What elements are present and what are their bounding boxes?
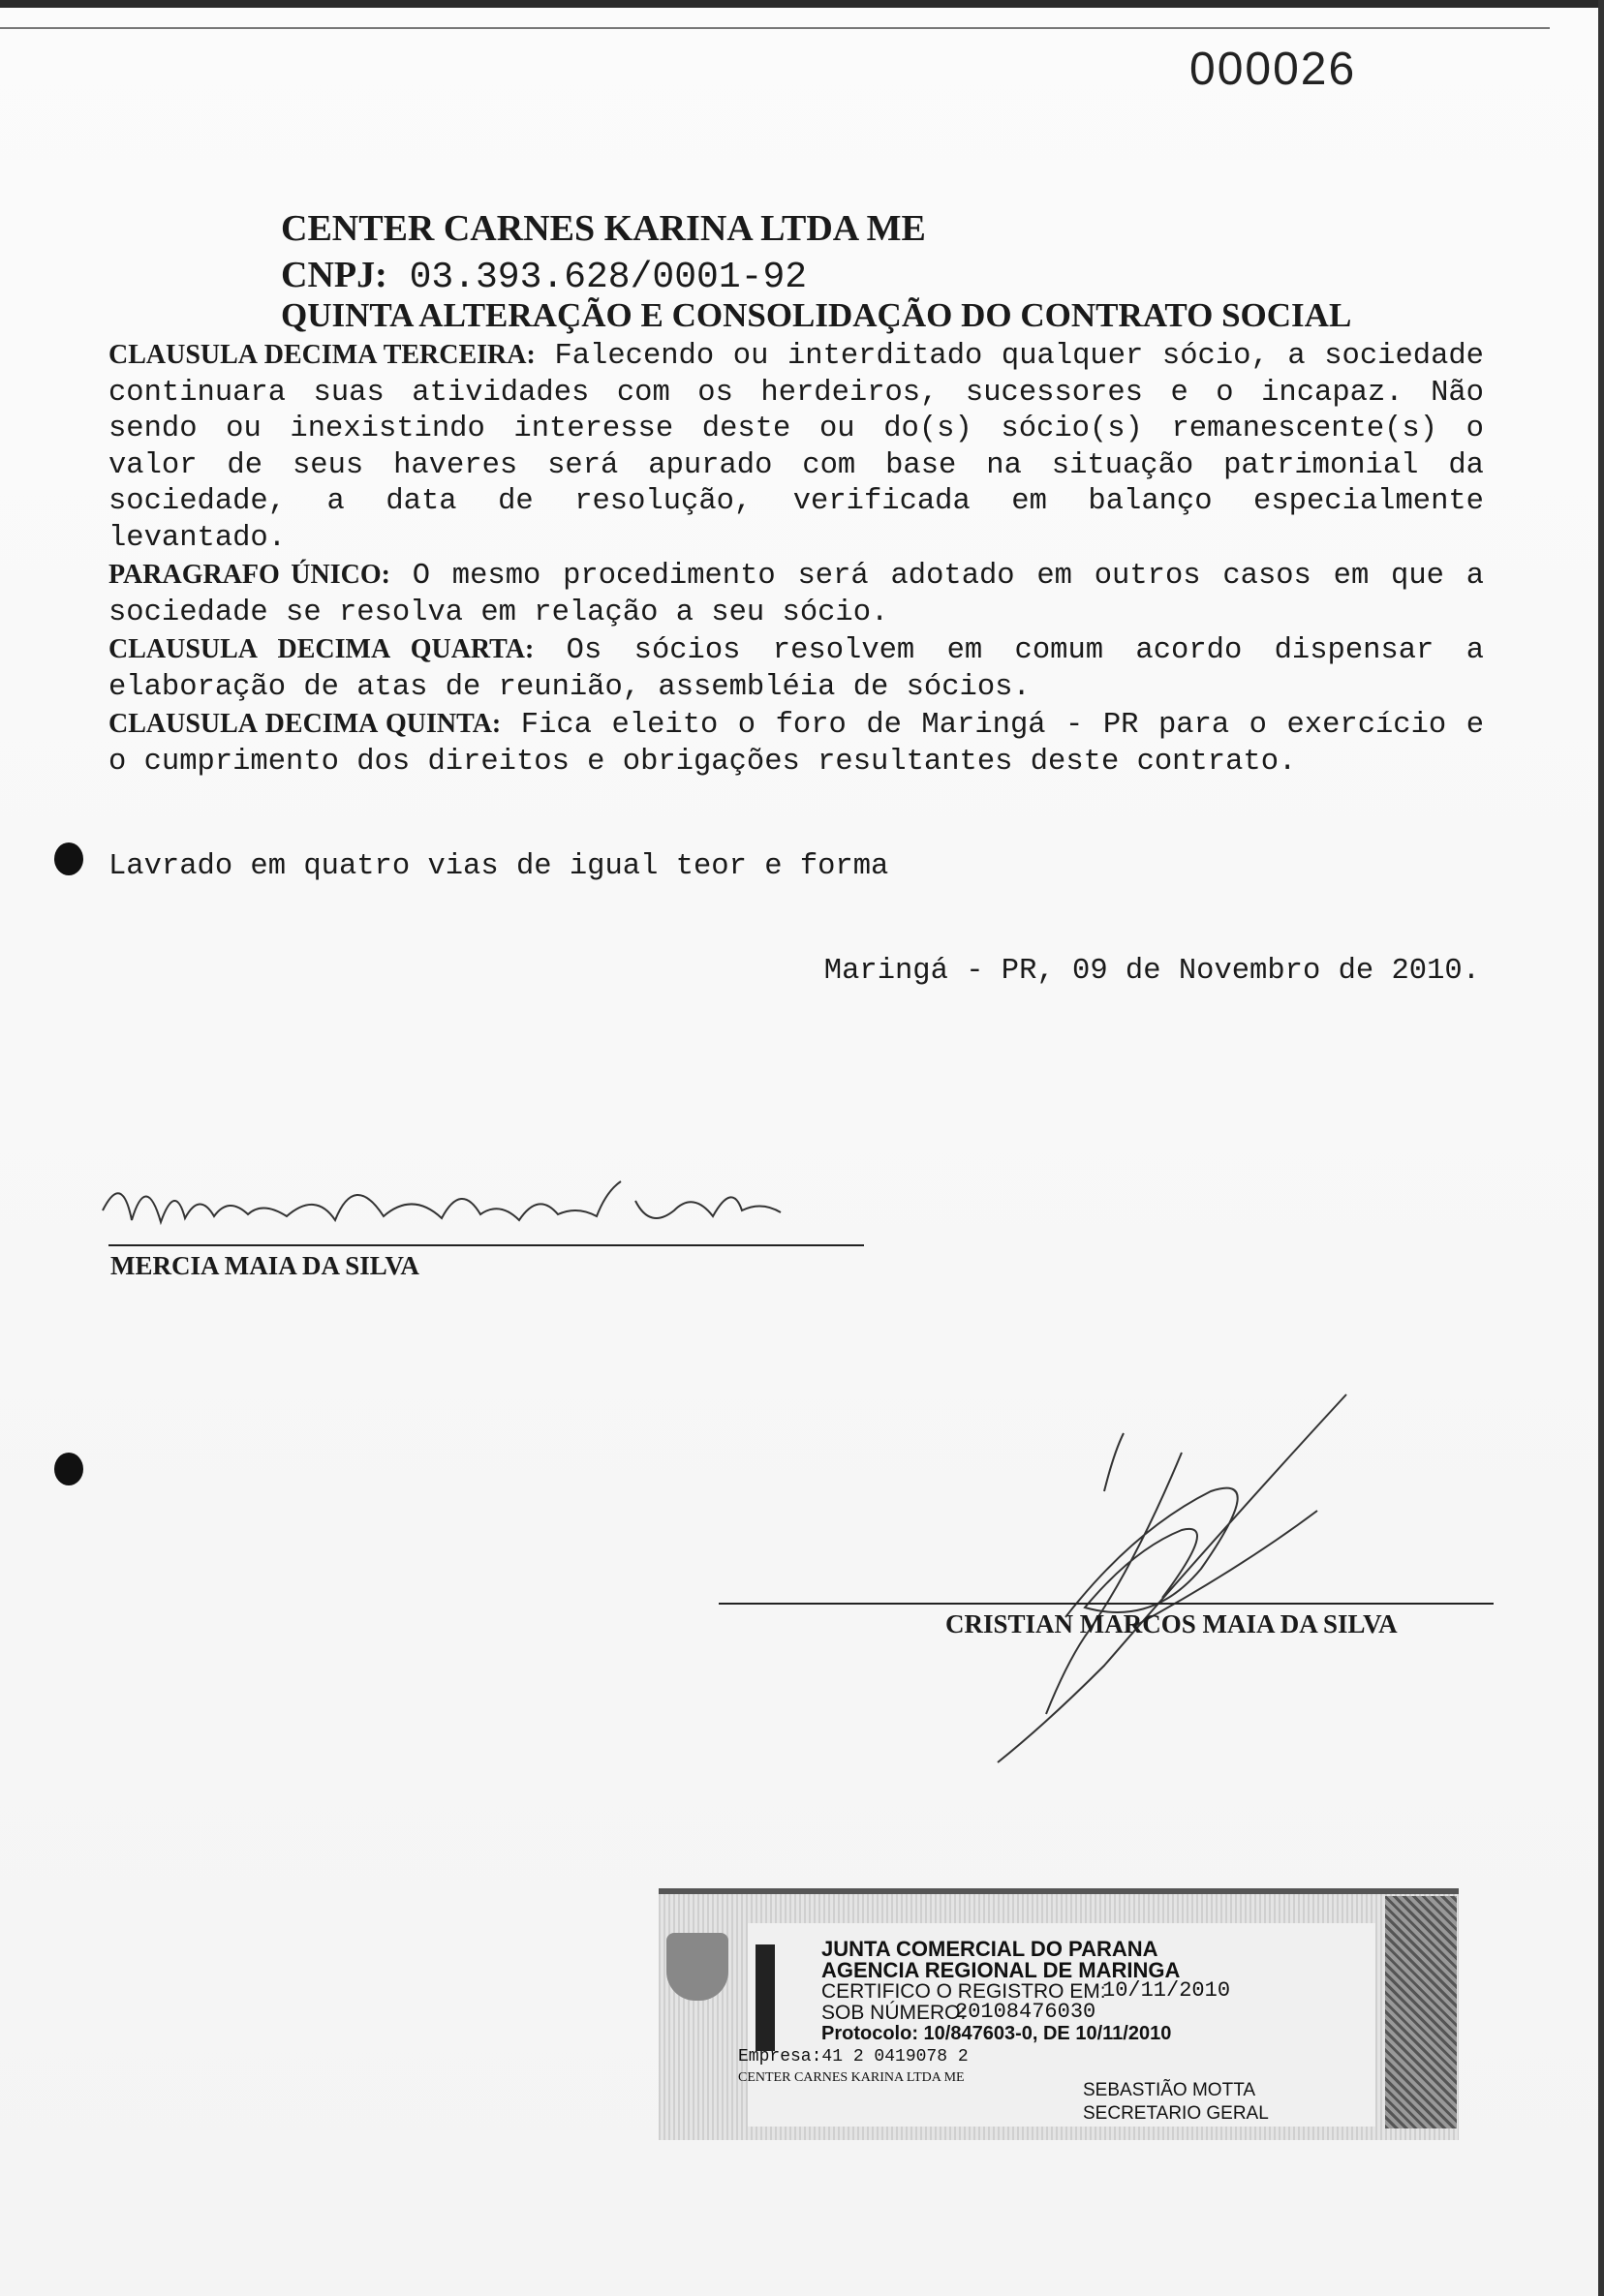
clause-text: Falecendo ou interditado qualquer sócio, a sociedade continuara suas atividades com os herdeiros, sucessores e o incapaz. Não sendo ou inexistindo interesse deste ou do(s) sócio(s) remanescente(s) o valor de seus haveres será apurado com base na situação patrimonial da sociedade, a data de resolução, verificada em balanço especialmente levantado.: [108, 340, 1484, 555]
paragraph-unico: [108, 557, 1484, 631]
clause-label: PARAGRAFO ÚNICO:: [108, 560, 390, 590]
clause-label: CLAUSULA DECIMA QUINTA:: [108, 709, 502, 739]
stamp-official-role: SECRETARIO GERAL: [1083, 2103, 1269, 2124]
signer-name-2: CRISTIAN MARCOS MAIA DA SILVA: [945, 1609, 1398, 1638]
contract-body: [108, 337, 1484, 781]
page-number: 000026: [1189, 44, 1357, 95]
date-line: Maringá - PR, 09 de Novembro de 2010.: [823, 955, 1480, 988]
stamp-line-2: AGENCIA REGIONAL DE MARINGA: [821, 1958, 1181, 1982]
clause-text: Fica eleito o foro de Maringá - PR para o exercício e o cumprimento dos direitos e obrigações resultantes deste contrato.: [108, 709, 1485, 779]
clause-13: [108, 337, 1484, 557]
signature-cristian: [988, 1375, 1375, 1782]
stamp-certify-date: 10/11/2010: [1102, 1978, 1231, 2003]
closing-statement: Lavrado em quatro vias de igual teor e forma: [108, 850, 889, 883]
clause-text: O mesmo procedimento será adotado em outros casos em que a sociedade se resolva em relação a seu sócio.: [108, 560, 1485, 629]
stamp-number-value: 20108476030: [955, 2000, 1096, 2024]
signer-name-1: MERCIA MAIA DA SILVA: [110, 1251, 419, 1280]
company-name: CENTER CARNES KARINA LTDA ME: [281, 208, 926, 249]
signature-line-2: [719, 1603, 1494, 1605]
clause-label: CLAUSULA DECIMA QUARTA:: [108, 634, 535, 664]
signature-mercia: [93, 1152, 868, 1249]
stamp-protocol: Protocolo: 10/847603-0, DE 10/11/2010: [821, 2023, 1172, 2044]
scan-top-rule: [0, 27, 1550, 29]
cnpj-line: [281, 254, 807, 298]
stamp-company: CENTER CARNES KARINA LTDA ME: [738, 2070, 965, 2085]
stamp-official-name: SEBASTIÃO MOTTA: [1083, 2080, 1256, 2100]
stamp-line-1: JUNTA COMERCIAL DO PARANA: [821, 1937, 1158, 1961]
clause-text: Os sócios resolvem em comum acordo dispensar a elaboração de atas de reunião, assembléia de sócios.: [108, 634, 1484, 704]
scan-right-edge: [1598, 0, 1604, 2296]
stamp-number-label: SOB NÚMERO:: [821, 2002, 967, 2024]
punch-hole-mark: [54, 842, 83, 875]
cnpj-label: CNPJ:: [281, 255, 387, 295]
stamp-barcode: [756, 1944, 775, 2051]
stamp-certify-label: CERTIFICO O REGISTRO EM:: [821, 1980, 1106, 2003]
document-title: QUINTA ALTERAÇÃO E CONSOLIDAÇÃO DO CONTRATO SOCIAL: [281, 296, 1352, 334]
clause-label: CLAUSULA DECIMA TERCEIRA:: [108, 340, 536, 370]
stamp-security-pattern: [1385, 1896, 1457, 2128]
clause-14: [108, 631, 1484, 706]
clause-15: [108, 706, 1484, 781]
stamp-empresa: Empresa:41 2 0419078 2: [738, 2047, 969, 2066]
punch-hole-mark: [54, 1453, 83, 1485]
parana-crest-icon: [666, 1933, 728, 2001]
signature-line-1: [108, 1244, 864, 1246]
scan-top-edge: [0, 0, 1604, 8]
cnpj-value: 03.393.628/0001-92: [409, 257, 808, 298]
